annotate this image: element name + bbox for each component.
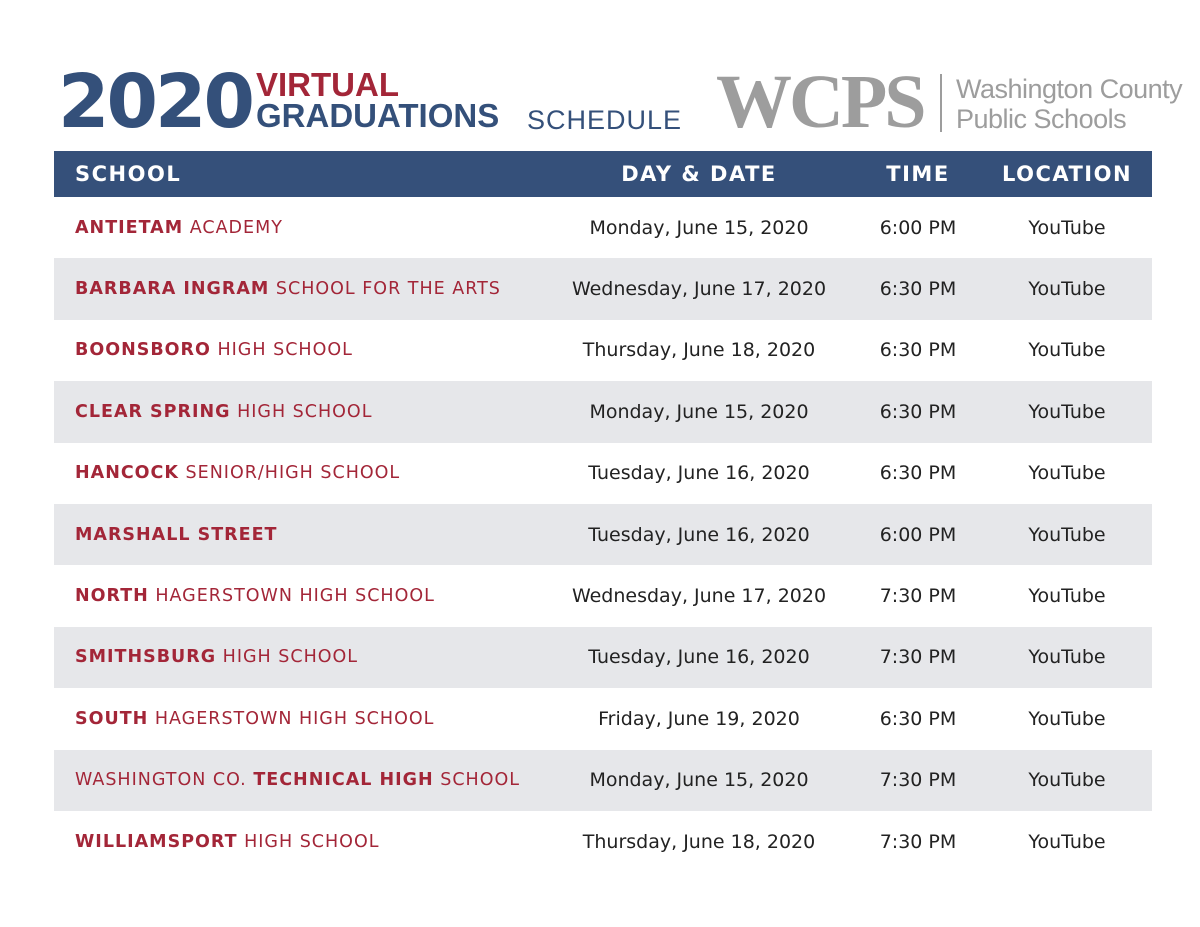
table-row: [54, 565, 1152, 626]
event-time: 6:00 PM: [879, 523, 957, 546]
school-name-prefix: WASHINGTON CO.: [75, 770, 254, 791]
school-name: [54, 565, 544, 626]
school-name-bold: BARBARA INGRAM: [75, 279, 270, 300]
event-date: Thursday, June 18, 2020: [582, 830, 816, 853]
school-name-bold: MARSHALL STREET: [75, 524, 278, 545]
table-header-row: [54, 151, 1152, 197]
table-row: [54, 811, 1152, 872]
event-date: Friday, June 19, 2020: [598, 707, 800, 730]
school-name-bold: SOUTH: [75, 708, 149, 729]
event-location: YouTube: [1028, 462, 1106, 485]
column-header-date: DAY & DATE: [621, 162, 777, 186]
column-header-school: SCHOOL: [75, 162, 182, 186]
event-time: 6:30 PM: [879, 400, 957, 423]
title-year: 2020: [58, 59, 252, 145]
school-name: [54, 811, 544, 872]
school-name-rest: HIGH SCHOOL: [237, 831, 380, 852]
event-time: 7:30 PM: [879, 646, 957, 669]
page-header: [0, 0, 1200, 150]
event-location: YouTube: [1028, 523, 1106, 546]
event-location: YouTube: [1028, 769, 1106, 792]
event-time: 6:00 PM: [879, 216, 957, 239]
event-location: YouTube: [1028, 707, 1106, 730]
event-location: YouTube: [1028, 830, 1106, 853]
event-location: YouTube: [1028, 646, 1106, 669]
event-date: Tuesday, June 16, 2020: [588, 646, 810, 669]
event-location: YouTube: [1028, 216, 1106, 239]
school-name-bold: NORTH: [75, 586, 149, 607]
school-name-rest: HIGH SCHOOL: [216, 647, 359, 668]
table-row: [54, 381, 1152, 442]
column-header-time: TIME: [886, 162, 950, 186]
event-date: Tuesday, June 16, 2020: [588, 462, 810, 485]
event-date: Monday, June 15, 2020: [589, 769, 809, 792]
school-name-rest: HAGERSTOWN HIGH SCHOOL: [148, 586, 435, 607]
school-name-rest: HAGERSTOWN HIGH SCHOOL: [148, 708, 435, 729]
event-time: 6:30 PM: [879, 278, 957, 301]
event-location: YouTube: [1028, 278, 1106, 301]
school-name: [54, 688, 544, 749]
school-name: [54, 381, 544, 442]
event-time: 7:30 PM: [879, 830, 957, 853]
table-row: [54, 750, 1152, 811]
event-date: Wednesday, June 17, 2020: [571, 585, 827, 608]
school-name-bold: SMITHSBURG: [75, 647, 217, 668]
event-time: 6:30 PM: [879, 339, 957, 362]
org-name: [956, 74, 1186, 134]
schedule-table: [54, 151, 1152, 872]
title-graduations: GRADUATIONS: [256, 97, 500, 134]
event-location: YouTube: [1028, 585, 1106, 608]
event-date: Monday, June 15, 2020: [589, 216, 809, 239]
school-name-bold: CLEAR SPRING: [75, 401, 231, 422]
school-name-rest: SCHOOL: [433, 770, 521, 791]
table-row: [54, 688, 1152, 749]
table-row: [54, 504, 1152, 565]
school-name-bold: ANTIETAM: [75, 217, 184, 238]
event-date: Wednesday, June 17, 2020: [571, 278, 827, 301]
school-name: [54, 750, 544, 811]
school-name: [54, 258, 544, 319]
school-name: [54, 504, 544, 565]
table-row: [54, 197, 1152, 258]
school-name-bold: TECHNICAL HIGH: [253, 770, 434, 791]
school-name-rest: HIGH SCHOOL: [210, 340, 353, 361]
table-row: [54, 627, 1152, 688]
org-name-line2: Public Schools: [956, 104, 1127, 134]
school-name-rest: SCHOOL FOR THE ARTS: [269, 279, 501, 300]
school-name: [54, 627, 544, 688]
school-name: [54, 197, 544, 258]
event-date: Tuesday, June 16, 2020: [588, 523, 810, 546]
title-virtual: VIRTUAL: [256, 66, 399, 103]
wcps-logo: WCPS: [716, 60, 924, 144]
event-date: Monday, June 15, 2020: [589, 400, 809, 423]
school-name-rest: ACADEMY: [183, 217, 283, 238]
event-time: 6:30 PM: [879, 462, 957, 485]
event-location: YouTube: [1028, 400, 1106, 423]
event-location: YouTube: [1028, 339, 1106, 362]
event-time: 6:30 PM: [879, 707, 957, 730]
event-time: 7:30 PM: [879, 769, 957, 792]
school-name-bold: HANCOCK: [75, 463, 179, 484]
school-name-bold: WILLIAMSPORT: [75, 831, 238, 852]
event-time: 7:30 PM: [879, 585, 957, 608]
table-row: [54, 320, 1152, 381]
table-row: [54, 258, 1152, 319]
logo-divider: [940, 74, 942, 132]
school-name-rest: SENIOR/HIGH SCHOOL: [178, 463, 401, 484]
column-header-location: LOCATION: [1001, 162, 1133, 186]
school-name: [54, 320, 544, 381]
school-name-rest: HIGH SCHOOL: [230, 401, 373, 422]
school-name-bold: BOONSBORO: [75, 340, 211, 361]
school-name: [54, 443, 544, 504]
org-name-line1: Washington County: [956, 74, 1183, 104]
title-schedule: SCHEDULE: [527, 105, 683, 135]
event-date: Thursday, June 18, 2020: [582, 339, 816, 362]
table-row: [54, 443, 1152, 504]
